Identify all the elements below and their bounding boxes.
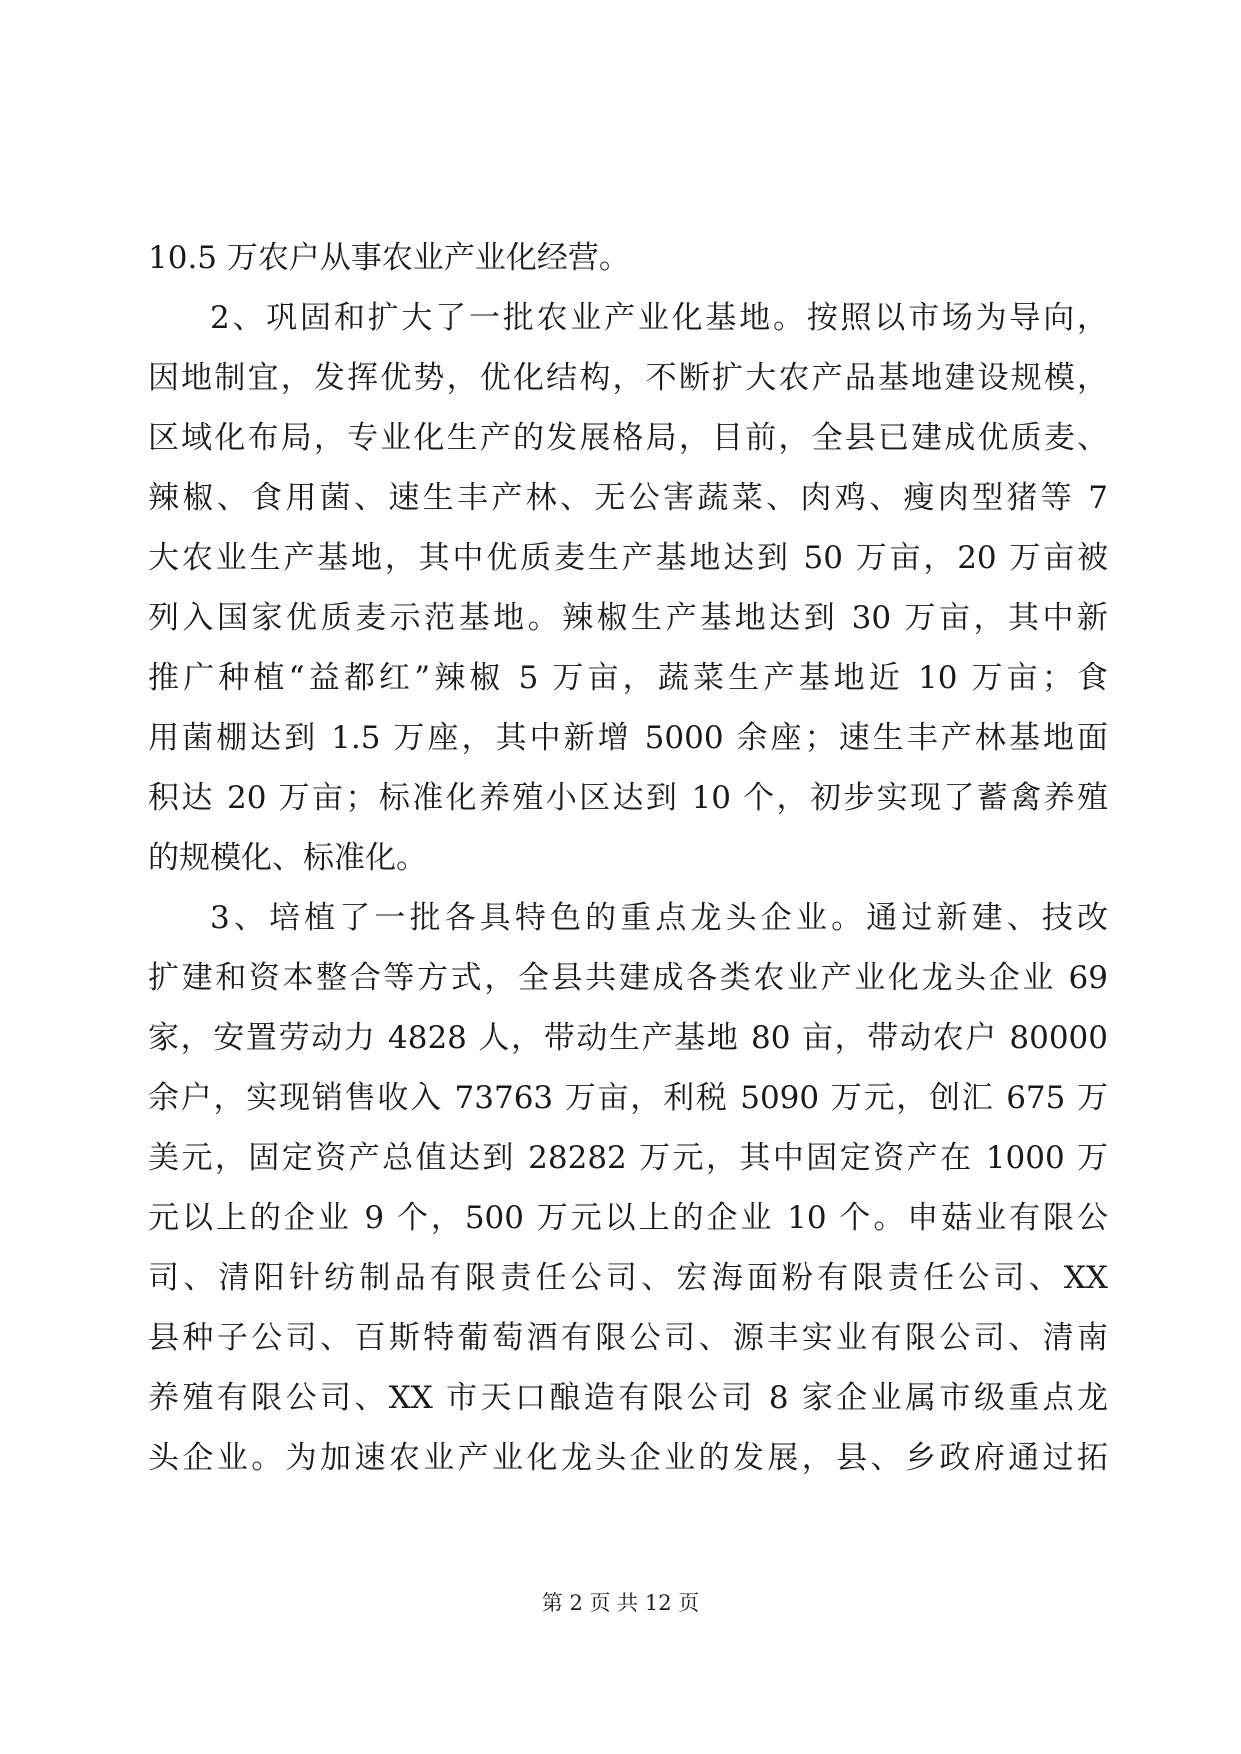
text-line: 元以上的企业 9 个，500 万元以上的企业 10 个。申菇业有限公 bbox=[148, 1200, 1108, 1236]
text-line: 扩建和资本整合等方式，全县共建成各类农业产业化龙头企业 69 bbox=[148, 960, 1108, 996]
body-text bbox=[148, 228, 1108, 1488]
text-line: 县种子公司、百斯特葡萄酒有限公司、源丰实业有限公司、清南 bbox=[148, 1320, 1108, 1356]
text-line: 辣椒、食用菌、速生丰产林、无公害蔬菜、肉鸡、瘦肉型猪等 7 bbox=[148, 480, 1108, 516]
text-line: 列入国家优质麦示范基地。辣椒生产基地达到 30 万亩，其中新 bbox=[148, 600, 1108, 636]
text-line: 美元，固定资产总值达到 28282 万元，其中固定资产在 1000 万 bbox=[148, 1140, 1108, 1176]
text-line: 积达 20 万亩；标准化养殖小区达到 10 个，初步实现了蓄禽养殖 bbox=[148, 780, 1108, 816]
text-line: 区域化布局，专业化生产的发展格局，目前，全县已建成优质麦、 bbox=[148, 420, 1108, 456]
paragraph-2-start: 2、巩固和扩大了一批农业产业化基地。按照以市场为导向， bbox=[210, 300, 1108, 336]
paragraph-3-start: 3、培植了一批各具特色的重点龙头企业。通过新建、技改 bbox=[210, 900, 1108, 936]
text-line: 家，安置劳动力 4828 人，带动生产基地 80 亩，带动农户 80000 bbox=[148, 1020, 1108, 1056]
text-line: 10.5 万农户从事农业产业化经营。 bbox=[148, 240, 630, 276]
text-line: 推广种植“益都红”辣椒 5 万亩，蔬菜生产基地近 10 万亩；食 bbox=[148, 660, 1108, 696]
text-line: 头企业。为加速农业产业化龙头企业的发展，县、乡政府通过拓 bbox=[148, 1440, 1108, 1476]
text-line: 用菌棚达到 1.5 万座，其中新增 5000 余座；速生丰产林基地面 bbox=[148, 720, 1108, 756]
text-line: 的规模化、标准化。 bbox=[148, 840, 427, 876]
text-line: 因地制宜，发挥优势，优化结构，不断扩大农产品基地建设规模， bbox=[148, 360, 1108, 396]
page-number-footer: 第 2 页 共 12 页 bbox=[541, 1591, 700, 1615]
text-line: 余户，实现销售收入 73763 万亩，利税 5090 万元，创汇 675 万 bbox=[148, 1080, 1108, 1116]
text-line: 养殖有限公司、XX 市天口酿造有限公司 8 家企业属市级重点龙 bbox=[148, 1380, 1108, 1416]
text-line: 司、清阳针纺制品有限责任公司、宏海面粉有限责任公司、XX bbox=[148, 1260, 1108, 1296]
text-line: 大农业生产基地，其中优质麦生产基地达到 50 万亩，20 万亩被 bbox=[148, 540, 1108, 576]
